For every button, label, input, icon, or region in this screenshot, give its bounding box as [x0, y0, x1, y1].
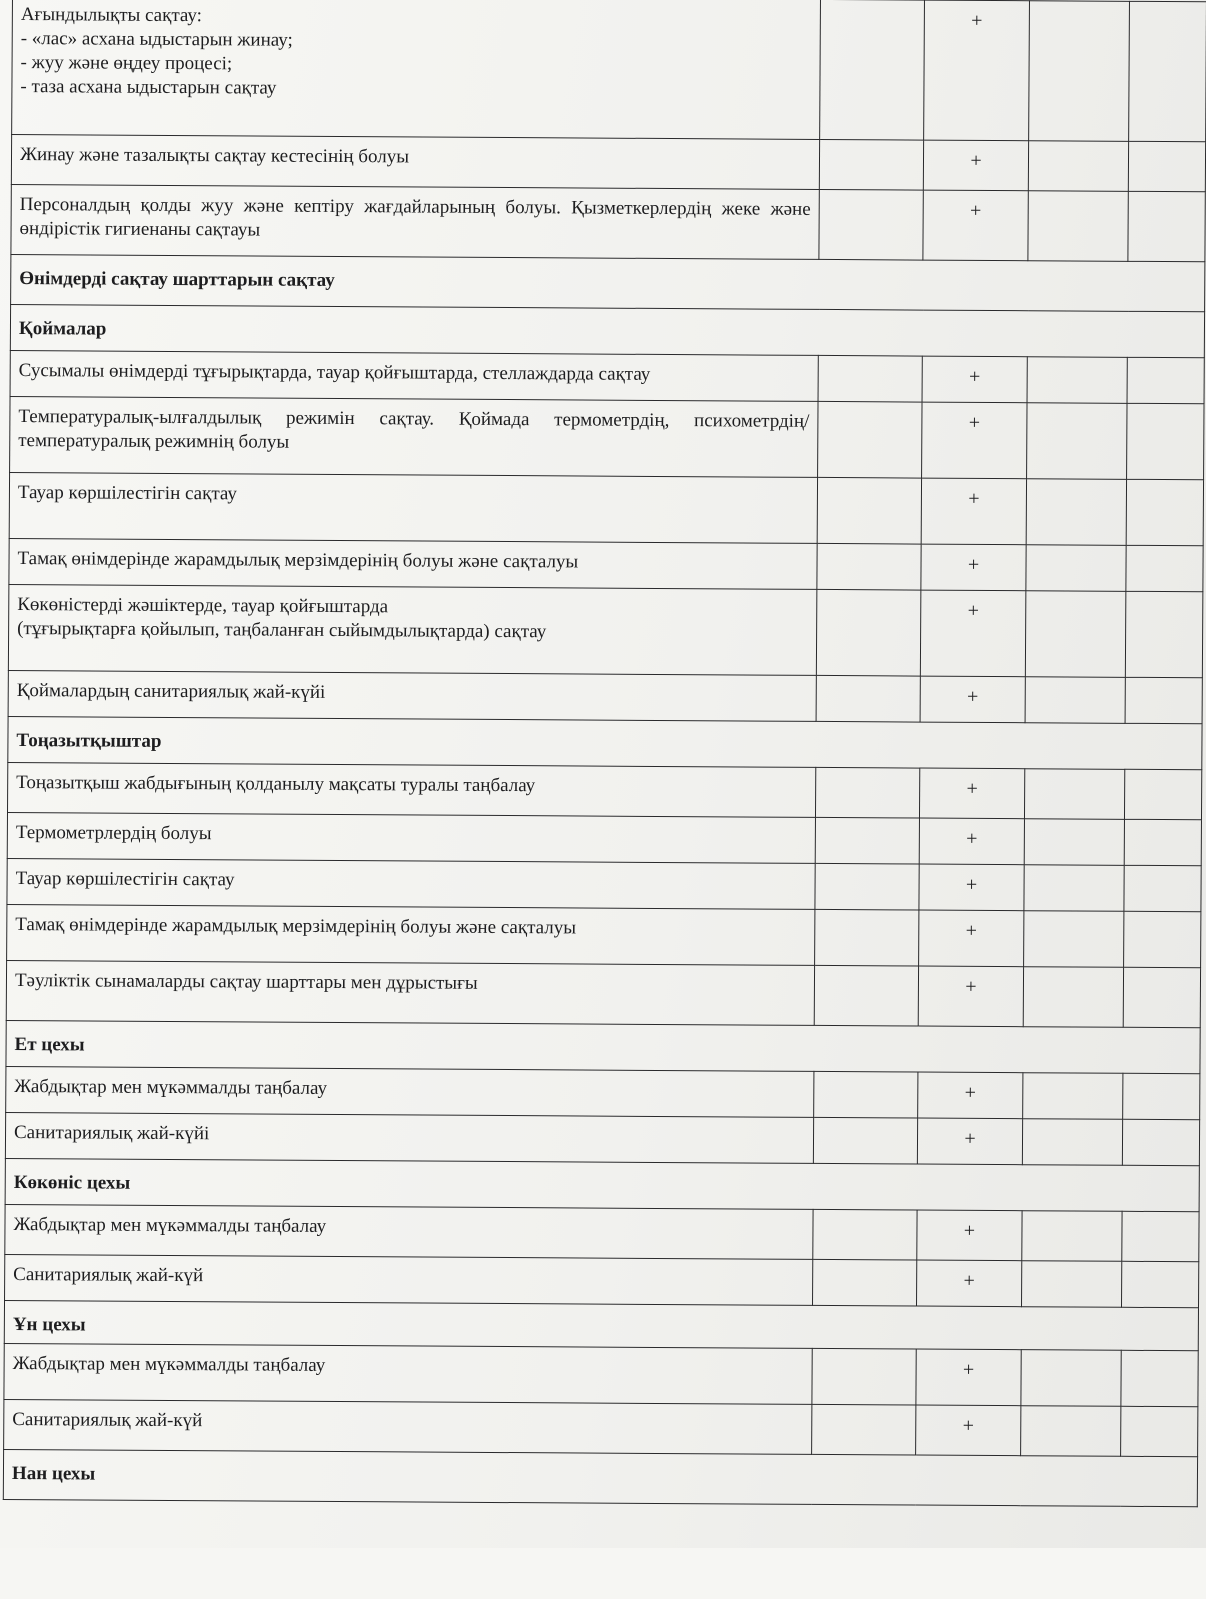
page-bottom-margin [0, 1548, 1206, 1599]
empty-cell [1022, 1119, 1122, 1166]
criterion-cell: Термометрлердің болуы [7, 812, 815, 863]
mark-cell: + [919, 818, 1024, 865]
empty-cell [815, 817, 919, 864]
criterion-cell: Көкөністерді жәшіктерде, тауар қойғыштарда (тұғырықтарға қойылып, таңбаланған сыйымдылықтарда) сақтау [8, 584, 817, 675]
empty-cell [818, 355, 922, 402]
mark-cell: + [919, 910, 1024, 967]
mark-cell: + [918, 966, 1023, 1027]
table-row [5, 1112, 1199, 1165]
empty-cell [1128, 191, 1205, 261]
criterion-cell: Тауар көршілестігін сақтау [9, 472, 817, 543]
mark-cell: + [923, 140, 1028, 191]
empty-cell [812, 1404, 916, 1455]
table-row [8, 670, 1202, 723]
empty-cell [1124, 865, 1201, 911]
criterion-cell: Тамақ өнімдерінде жарамдылық мерзімдерінің болуы және сақталуы [7, 904, 815, 965]
table-row [4, 1343, 1198, 1406]
table-row [9, 538, 1203, 591]
mark-cell: + [916, 1349, 1021, 1406]
empty-cell [1028, 141, 1128, 192]
table-row [7, 812, 1201, 865]
empty-cell [812, 1348, 916, 1405]
table-row [11, 184, 1205, 261]
empty-cell [818, 401, 922, 478]
empty-cell [1024, 819, 1124, 866]
empty-cell [817, 477, 921, 544]
section-header-row [11, 254, 1205, 311]
table-row [5, 1204, 1199, 1261]
empty-cell [1022, 1261, 1122, 1308]
empty-cell [1127, 403, 1204, 479]
empty-cell [1121, 1406, 1198, 1456]
empty-cell [1024, 911, 1124, 968]
empty-cell [819, 139, 923, 190]
mark-cell: + [923, 190, 1028, 261]
empty-cell [1124, 911, 1201, 967]
criterion-cell: Жинау және тазалықты сақтау кестесінің болуы [11, 135, 819, 190]
empty-cell [1123, 1073, 1200, 1119]
section-header-row [8, 716, 1202, 769]
mark-cell: + [917, 1210, 1022, 1261]
empty-cell [816, 589, 921, 676]
mark-cell: + [922, 356, 1027, 403]
section-header-row [3, 1449, 1197, 1506]
criterion-cell: Тамақ өнімдерінде жарамдылық мерзімдерінің болуы және сақталуы [9, 538, 817, 589]
empty-cell [1024, 865, 1124, 912]
criterion-cell: Санитариялық жай-күй [4, 1399, 812, 1454]
section-title: Ет цехы [6, 1020, 1200, 1073]
empty-cell [1128, 141, 1205, 191]
table-row [9, 472, 1203, 545]
criterion-cell: Тоңазытқыш жабдығының қолданылу мақсаты туралы таңбалау [8, 762, 816, 817]
empty-cell [1021, 1350, 1121, 1407]
section-title: Нан цехы [3, 1449, 1197, 1506]
mark-cell: + [916, 1405, 1021, 1456]
criterion-cell: Тауар көршілестігін сақтау [7, 858, 815, 909]
empty-cell [1122, 1119, 1199, 1165]
table-row [8, 762, 1202, 819]
empty-cell [1126, 545, 1203, 591]
criterion-cell: Қоймалардың санитариялық жай-күйі [8, 670, 816, 721]
empty-cell [815, 767, 919, 818]
empty-cell [1023, 1073, 1123, 1120]
empty-cell [815, 863, 919, 910]
criterion-cell: Персоналдың қолды жуу және кептіру жағдайларының болуы. Қызметкерлердің жеке және өндірістік гигиенаны сақтауы [11, 184, 819, 259]
mark-cell: + [920, 676, 1025, 723]
empty-cell [816, 675, 920, 722]
empty-cell [1121, 1350, 1198, 1406]
empty-cell [813, 1209, 917, 1260]
table-row [10, 350, 1204, 403]
section-header-row [6, 1020, 1200, 1073]
table-row [10, 396, 1204, 479]
criterion-cell: Санитариялық жай-күй [5, 1254, 813, 1305]
empty-cell [817, 543, 921, 590]
checklist-table [3, 0, 1206, 1507]
empty-cell [1026, 545, 1126, 592]
section-header-row [10, 304, 1204, 357]
criterion-cell: Жабдықтар мен мүкәммалды таңбалау [4, 1343, 812, 1404]
mark-cell: + [921, 544, 1026, 591]
table-row [5, 1254, 1199, 1307]
empty-cell [813, 1259, 917, 1306]
empty-cell [1124, 769, 1201, 819]
empty-cell [1025, 591, 1126, 678]
empty-cell [815, 909, 919, 966]
criterion-cell: Жабдықтар мен мүкәммалды таңбалау [5, 1204, 813, 1259]
empty-cell [1023, 967, 1123, 1028]
table-row [6, 960, 1200, 1027]
empty-cell [1027, 403, 1127, 480]
table-row [11, 135, 1205, 192]
criterion-cell: Ағындылықты сақтау: - «лас» асхана ыдыстарын жинау; - жуу және өңдеу процесі; - таза асхана ыдыстарын сақтау [12, 0, 821, 139]
criterion-cell: Сусымалы өнімдерді тұғырықтарда, тауар қойғыштарда, стеллаждарда сақтау [10, 350, 818, 401]
empty-cell [1129, 1, 1206, 141]
empty-cell [819, 189, 923, 260]
section-title: Көкөніс цехы [5, 1158, 1199, 1211]
table-row [6, 1066, 1200, 1119]
empty-cell [820, 0, 925, 140]
criterion-cell: Тәуліктік сынамаларды сақтау шарттары мен дұрыстығы [6, 960, 814, 1025]
mark-cell: + [921, 478, 1026, 545]
table-row [7, 904, 1201, 967]
empty-cell [813, 1117, 917, 1164]
empty-cell [814, 965, 918, 1026]
criterion-cell: Санитариялық жай-күйі [5, 1112, 813, 1163]
section-title: Ұн цехы [4, 1300, 1198, 1350]
empty-cell [1022, 1211, 1122, 1262]
empty-cell [1021, 1406, 1121, 1457]
mark-cell: + [919, 768, 1024, 819]
table-row [4, 1399, 1198, 1456]
empty-cell [1125, 591, 1203, 677]
mark-cell: + [922, 402, 1027, 479]
table-row [7, 858, 1201, 911]
section-title: Қоймалар [10, 304, 1204, 357]
section-header-row [4, 1300, 1198, 1350]
empty-cell [1121, 1261, 1198, 1307]
empty-cell [1024, 769, 1124, 820]
section-title: Тоңазытқыштар [8, 716, 1202, 769]
empty-cell [1126, 479, 1203, 545]
empty-cell [1125, 677, 1202, 723]
criterion-cell: Жабдықтар мен мүкәммалды таңбалау [6, 1066, 814, 1117]
empty-cell [1122, 1211, 1199, 1261]
empty-cell [1029, 1, 1130, 142]
mark-cell: + [917, 1118, 1022, 1165]
section-header-row [5, 1158, 1199, 1211]
empty-cell [814, 1071, 918, 1118]
mark-cell: + [918, 1072, 1023, 1119]
criterion-cell: Температуралық-ылғалдылық режимін сақтау. Қоймада термометрдің, психометрдің/температуралық режимнің болуы [10, 396, 818, 477]
empty-cell [1027, 357, 1127, 404]
empty-cell [1124, 819, 1201, 865]
mark-cell: + [919, 864, 1024, 911]
mark-cell: + [917, 1260, 1022, 1307]
mark-cell: + [924, 0, 1030, 141]
empty-cell [1025, 677, 1125, 724]
empty-cell [1123, 967, 1200, 1027]
empty-cell [1028, 191, 1128, 262]
empty-cell [1026, 479, 1126, 546]
mark-cell: + [920, 590, 1026, 677]
table-row [12, 0, 1206, 142]
table-row [8, 584, 1203, 677]
section-title: Өнімдерді сақтау шарттарын сақтау [11, 254, 1205, 311]
empty-cell [1127, 357, 1204, 403]
